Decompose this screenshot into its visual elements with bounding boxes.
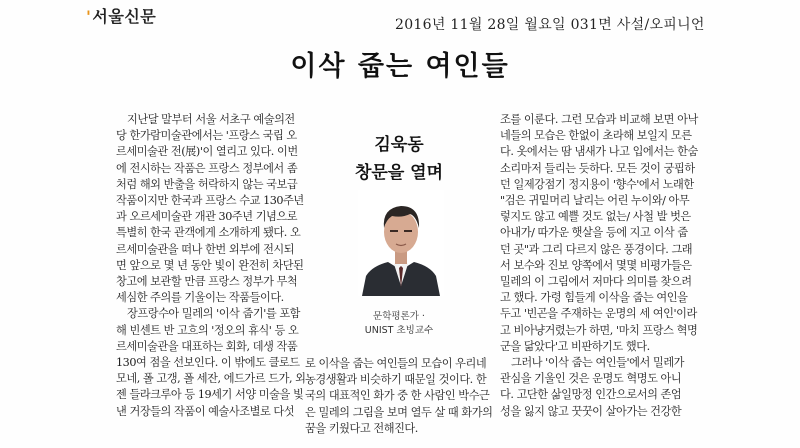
text-line: 다. 옷에서는 땀 냄새가 나고 입에서는 한숨 — [500, 145, 698, 159]
text-line: 130여 점을 선보인다. 이 밖에도 클로드 — [116, 356, 300, 370]
text-line: 조를 이룬다. 그런 모습과 비교해 보면 아낙 — [500, 113, 698, 126]
text-line: 창고에 보관할 만큼 프랑스 정부가 무척 — [116, 275, 298, 289]
text-line: 르세미술관을 떠나 한번 외부에 전시되 — [116, 242, 295, 256]
text-line: 밀레의 이 그림에서 저마다 의미를 찾으려 — [500, 275, 692, 289]
text-line: 작품이지만 한국과 프랑스 수교 130주년 — [116, 194, 304, 208]
article-column-right — [500, 112, 698, 420]
text-line: 처럼 해외 반출을 허락하지 않는 국보급 — [116, 177, 298, 191]
logo-text: 서울신문 — [92, 7, 157, 26]
text-line: 아내가/ 따가운 햇살을 등에 지고 이삭 줍 — [500, 226, 688, 240]
text-line: 소리마저 들리는 듯하다. 모든 것이 궁핍하 — [500, 161, 695, 175]
text-line: 관심을 기울인 것은 운명도 혁명도 아니 — [500, 372, 682, 386]
author-portrait — [358, 190, 444, 296]
text-line: 르세미술관 전(展)'이 열리고 있다. 이번 — [116, 145, 298, 159]
text-line: 그러나 '이삭 줍는 여인들'에서 밀레가 — [511, 356, 685, 370]
text-line: 특별히 한국 관객에게 소개하게 됐다. 오 — [116, 226, 301, 240]
text-line: 면 앞으로 몇 년 동안 빛이 완전히 차단된 — [116, 258, 304, 272]
dateline: 2016년 11월 28일 월요일 031면 사설/오피니언 — [395, 17, 705, 33]
text-line: 장프랑수아 밀레의 '이삭 줍기'를 포함 — [127, 307, 301, 321]
text-line: 해 빈센트 반 고흐의 '정오의 휴식' 등 오 — [116, 323, 299, 337]
text-line: 로 이삭을 줍는 여인들의 모습이 우리네 — [305, 357, 487, 370]
author-caption-title: 문학평론가 · — [373, 311, 425, 322]
text-line: 고 했다. 가령 힘들게 이삭을 줍는 여인을 — [500, 291, 688, 305]
text-line: 네들의 모습은 한없이 초라해 보일지 모른 — [500, 129, 692, 143]
text-line: 던 곳"과 그리 다르지 않은 풍경이다. 그래 — [500, 242, 693, 256]
article-column-middle — [305, 356, 495, 437]
author-caption-affiliation: UNIST 초빙교수 — [364, 325, 434, 336]
text-line: 세심한 주의를 기울이는 작품들이다. — [116, 291, 284, 305]
masthead — [0, 0, 800, 33]
text-line: 낸 거장들의 작품이 예술사조별로 다섯 — [116, 404, 295, 418]
article-headline: 이삭 줍는 여인들 — [290, 51, 510, 82]
text-line: 젠 들라크루아 등 19세기 서양 미술을 빛 — [116, 388, 304, 402]
author-name: 김욱동 — [374, 135, 424, 155]
text-line: 렇지도 않고 예쁠 것도 없는/ 사철 발 벗은 — [500, 210, 691, 224]
text-line: 농경생활과 비슷하기 때문일 것이다. 한 — [305, 373, 487, 387]
text-line: 은 밀레의 그림을 보며 열두 살 때 화가의 — [305, 405, 493, 419]
text-line: 에 전시하는 작품은 프랑스 정부에서 좀 — [116, 161, 298, 175]
text-line: 고 비아냥거렸는가 하면, '마치 프랑스 혁명 — [500, 323, 698, 337]
column-title: 창문을 열며 — [354, 163, 444, 183]
text-line: 성을 잃지 않고 꿋꿋이 살아가는 건강한 — [500, 404, 682, 418]
text-line: 두고 '빈곤을 주재하는 운명의 세 여인'이라 — [500, 307, 697, 321]
text-line: 과 오르세미술관 개관 30주년 기념으로 — [116, 210, 298, 224]
text-line: 르세미술관을 대표하는 회화, 데생 작품 — [116, 339, 298, 353]
text-line: 서 보수와 진보 양쪽에서 몇몇 비평가들은 — [500, 258, 692, 272]
text-line: 당 한가람미술관에서는 '프랑스 국립 오 — [116, 129, 297, 143]
logo-mark: ' — [86, 7, 92, 26]
newspaper-logo — [86, 4, 156, 27]
text-line: 지난달 말부터 서울 서초구 예술의전 — [127, 113, 295, 126]
text-line: 던 일제강점기 정지용이 '향수'에서 노래한 — [500, 177, 694, 191]
text-line: "검은 귀밑머리 날리는 어린 누이와/ 아무 — [500, 194, 690, 208]
text-line: 국의 대표적인 화가 중 한 사람인 박수근 — [305, 389, 490, 403]
text-line: 군을 닮았다'고 비판하기도 했다. — [500, 339, 650, 353]
author-box — [310, 120, 488, 350]
text-line: 꿈을 키웠다고 전해진다. — [305, 421, 418, 435]
text-line: 모네, 폴 고갱, 폴 세잔, 에드가르 드가, 외 — [116, 372, 306, 386]
article-column-left — [116, 112, 306, 420]
text-line: 다. 고단한 삶일망정 인간으로서의 존엄 — [500, 388, 682, 402]
